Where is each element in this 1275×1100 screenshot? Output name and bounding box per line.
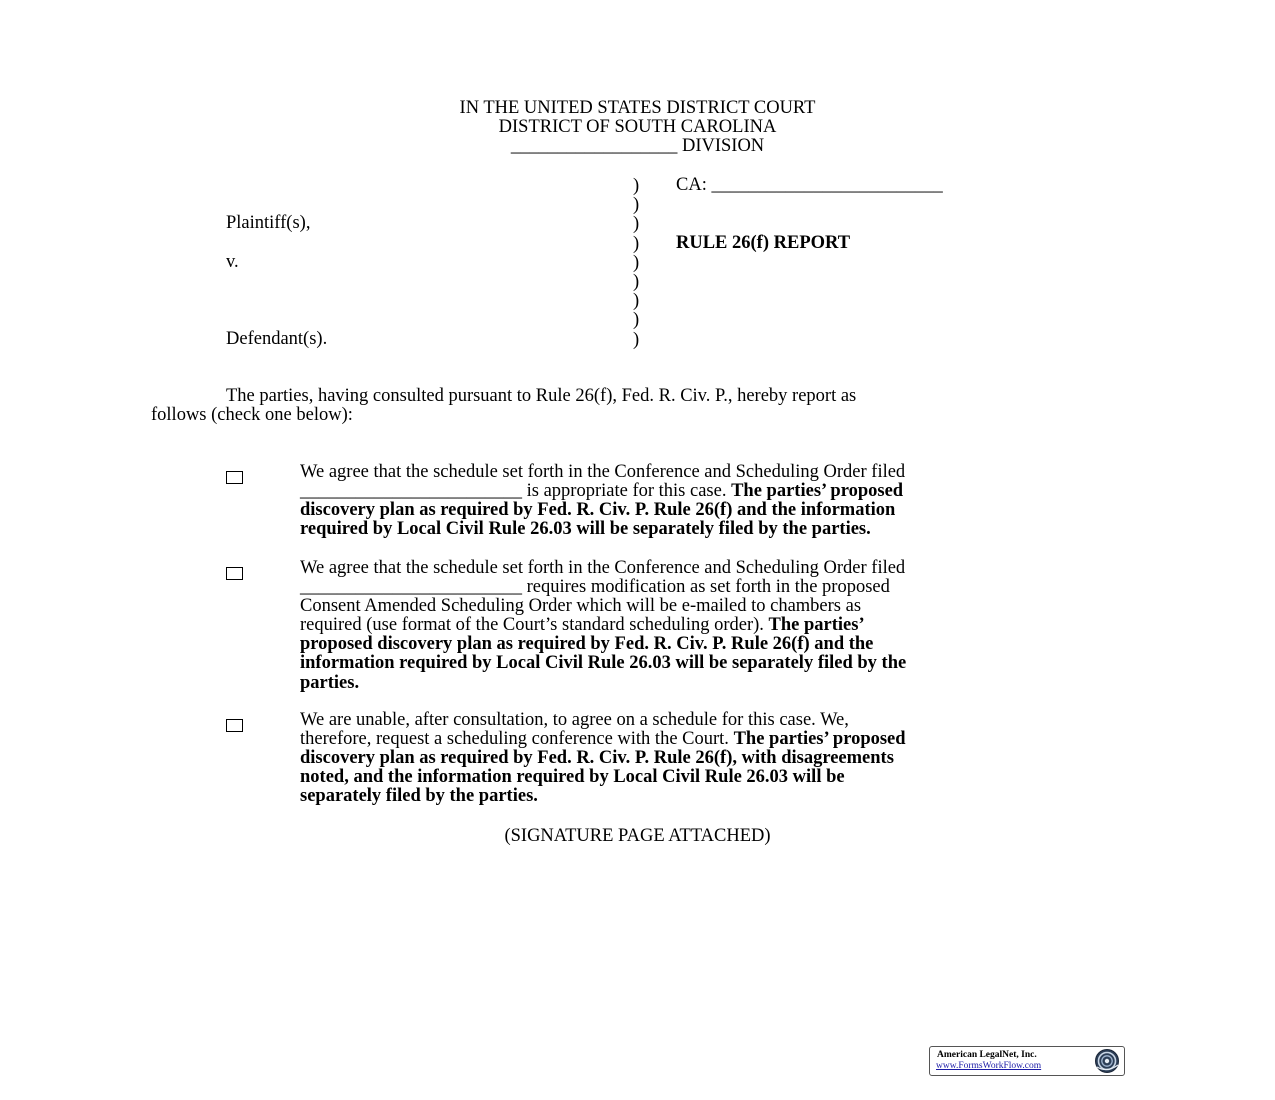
caption-paren: ) — [633, 291, 640, 312]
option-text-bold: separately filed by the parties. — [300, 786, 538, 807]
option-1-checkbox[interactable] — [226, 471, 243, 484]
court-district: DISTRICT OF SOUTH CAROLINA — [498, 117, 777, 137]
intro-line: follows (check one below): — [151, 405, 353, 425]
option-text-bold: The parties’ — [768, 615, 865, 636]
option-text-normal: We agree that the schedule set forth in the Conference and Scheduling Order filed — [300, 558, 906, 578]
footer-badge[interactable] — [929, 1046, 1125, 1076]
option-text-normal: ________________________ is appropriate for this case. — [300, 481, 732, 502]
caption-paren: ) — [633, 176, 640, 196]
caption-parenthesis-column — [633, 177, 639, 350]
option-2-checkbox[interactable] — [226, 567, 243, 580]
case-number-field: CA: _________________________ — [676, 175, 943, 195]
court-division: __________________ DIVISION — [510, 136, 765, 156]
option-text-bold: The parties’ proposed — [731, 481, 904, 502]
globe-logo-icon — [1093, 1048, 1121, 1074]
plaintiff-label: Plaintiff(s), — [226, 213, 311, 233]
caption-paren: ) — [633, 252, 640, 273]
option-3-checkbox[interactable] — [226, 719, 243, 732]
option-text-normal: We agree that the schedule set forth in the Conference and Scheduling Order filed — [300, 462, 906, 482]
option-text-normal: required (use format of the Court’s standard scheduling order). — [300, 615, 769, 636]
versus-label: v. — [226, 252, 239, 272]
signature-page-note: (SIGNATURE PAGE ATTACHED) — [504, 826, 771, 846]
option-text-normal: Consent Amended Scheduling Order which will be e-mailed to chambers as — [300, 596, 862, 617]
caption-paren: ) — [633, 195, 640, 216]
option-text-bold: required by Local Civil Rule 26.03 will be separately filed by the parties. — [300, 519, 871, 540]
option-text-bold: discovery plan as required by Fed. R. Civ. P. Rule 26(f), with disagreements — [300, 748, 894, 769]
option-1-text — [300, 463, 1136, 539]
caption-paren: ) — [633, 214, 640, 235]
caption-paren: ) — [633, 272, 640, 293]
court-name: IN THE UNITED STATES DISTRICT COURT — [459, 98, 816, 118]
court-header — [0, 99, 1275, 156]
intro-paragraph — [151, 387, 1091, 425]
badge-url-link[interactable]: www.FormsWorkFlow.com — [936, 1061, 1042, 1071]
intro-line: The parties, having consulted pursuant to Rule 26(f), Fed. R. Civ. P., hereby report as — [226, 386, 857, 406]
caption-paren: ) — [633, 233, 640, 254]
option-text-bold: The parties’ proposed — [733, 729, 906, 750]
option-3-text — [300, 711, 1136, 806]
option-text-normal: ________________________ requires modification as set forth in the proposed — [300, 577, 890, 598]
defendant-label: Defendant(s). — [226, 329, 328, 349]
report-title: RULE 26(f) REPORT — [676, 233, 851, 253]
option-text-bold: information required by Local Civil Rule 26.03 will be separately filed by the — [300, 653, 907, 674]
caption-paren: ) — [633, 310, 640, 331]
caption-paren: ) — [633, 329, 640, 350]
option-text-bold: proposed discovery plan as required by Fed. R. Civ. P. Rule 26(f) and the — [300, 634, 874, 655]
option-2-text — [300, 559, 1136, 693]
option-text-bold: parties. — [300, 672, 360, 693]
option-text-normal: therefore, request a scheduling conference with the Court. — [300, 729, 734, 750]
badge-company-name: American LegalNet, Inc. — [937, 1050, 1037, 1060]
option-text-bold: discovery plan as required by Fed. R. Civ. P. Rule 26(f) and the information — [300, 500, 896, 521]
option-text-bold: noted, and the information required by Local Civil Rule 26.03 will be — [300, 767, 845, 788]
option-text-normal: We are unable, after consultation, to agree on a schedule for this case. We, — [300, 710, 849, 730]
